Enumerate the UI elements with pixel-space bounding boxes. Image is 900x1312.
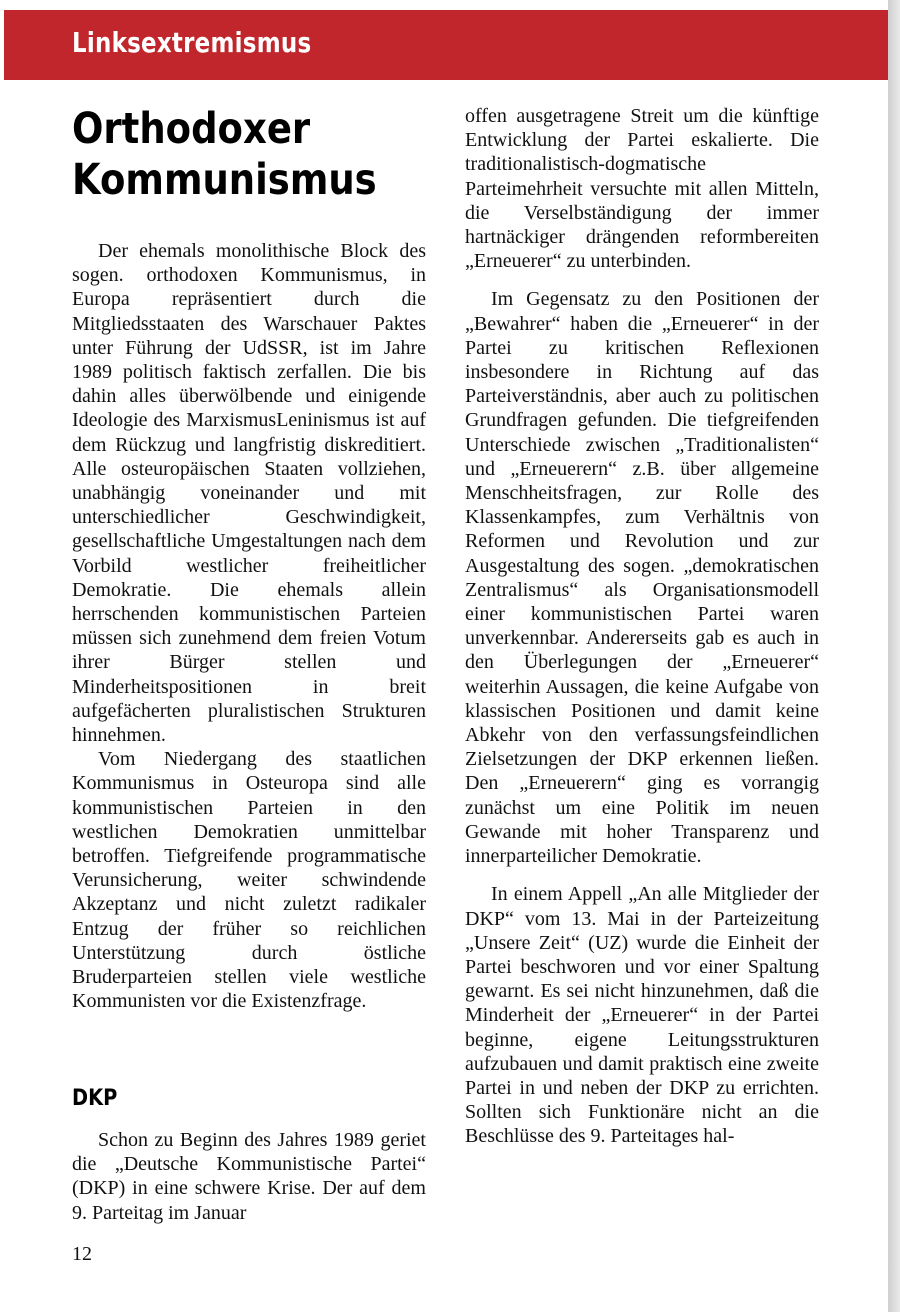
paragraph: Der ehemals monolithische Block des sogen. orthodoxen Kommunismus, in Europa repräsentiert durch die Mitgliedsstaaten des Warschauer Paktes unter Führung der UdSSR, ist im Jahre 1989 politisch faktisch zerfallen. Die bis dahin alles überwölbende und einigende Ideologie des MarxismusLeninismus ist auf dem Rückzug und langfristig diskreditiert. Alle osteuropäischen Staaten vollziehen, unabhängig voneinander und mit unterschiedlicher Geschwindigkeit, gesellschaftliche Umgestaltungen nach dem Vorbild westlicher freiheitlicher Demokratie. Die ehemals allein herrschenden kommunistischen Parteien müssen sich zunehmend dem freien Votum ihrer Bürger stellen und Minderheitspositionen in breit aufgefächerten pluralistischen Strukturen hinnehmen. — [72, 240, 426, 747]
right-column — [465, 104, 819, 1149]
paragraph: Schon zu Beginn des Jahres 1989 geriet die „Deutsche Kommunistische Partei“ (DKP) in eine schwere Krise. Der auf dem 9. Parteitag im Januar — [72, 1129, 426, 1224]
paragraph: offen ausgetragene Streit um die künftige Entwicklung der Partei eskalierte. Die traditionalistisch-dogmatische Parteimehrheit versuchte mit allen Mitteln, die Verselbständigung der immer hartnäckiger drängenden reformbereiten „Erneuerer“ zu unterbinden. — [465, 105, 819, 273]
subheading-dkp: DKP — [72, 1086, 118, 1111]
paragraph: In einem Appell „An alle Mitglieder der DKP“ vom 13. Mai in der Parteizeitung „Unsere Zeit“ (UZ) wurde die Einheit der Partei beschworen und vor einer Spaltung gewarnt. Es sei nicht hinzunehmen, daß die Minderheit der „Erneuerer“ in der Partei beginne, eigene Leitungsstrukturen aufzubauen und damit praktisch eine zweite Partei in und neben der DKP zu errichten. Sollten sich Funktionäre nicht an die Beschlüsse des 9. Parteitages hal- — [465, 883, 819, 1148]
paragraph: Vom Niedergang des staatlichen Kommunismus in Osteuropa sind alle kommunistischen Parteien in den westlichen Demokratien unmittelbar betroffen. Tiefgreifende programmatische Verunsicherung, weiter schwindende Akzeptanz und nicht zuletzt radikaler Entzug der früher so reichlichen Unterstützung durch östliche Bruderparteien stellen viele westliche Kommunisten vor die Existenzfrage. — [72, 748, 426, 1013]
left-column-intro — [72, 239, 426, 1014]
page-edge-shadow — [888, 0, 900, 1312]
left-column-dkp — [72, 1128, 426, 1225]
paragraph: Im Gegensatz zu den Positionen der „Bewahrer“ haben die „Erneuerer“ in der Partei zu kritischen Reflexionen insbesondere in Richtung auf das Parteiverständnis, aber auch zu politischen Grundfragen gefunden. Die tiefgreifenden Unterschiede zwischen „Traditionalisten“ und „Erneuerern“ z.B. über allgemeine Menschheitsfragen, zur Rolle des Klassenkampfes, zum Verhältnis von Reformen und Revolution und zur Ausgestaltung des sogen. „demokratischen Zentralismus“ als Organisationsmodell einer kommunistischen Partei waren unverkennbar. Andererseits gab es auch in den Überlegungen der „Erneuerer“ weiterhin Aussagen, die keine Aufgabe von klassischen Positionen und damit keine Abkehr von den verfassungsfeindlichen Zielsetzungen der DKP erkennen ließen. Den „Erneuerern“ ging es vorrangig zunächst um eine Politik im neuen Gewande mit hoher Transparenz und innerparteilicher Demokratie. — [465, 288, 819, 868]
page-number: 12 — [72, 1243, 92, 1265]
page-heading: Orthodoxer Kommunismus — [72, 104, 377, 205]
section-title: Linksextremismus — [72, 26, 312, 59]
